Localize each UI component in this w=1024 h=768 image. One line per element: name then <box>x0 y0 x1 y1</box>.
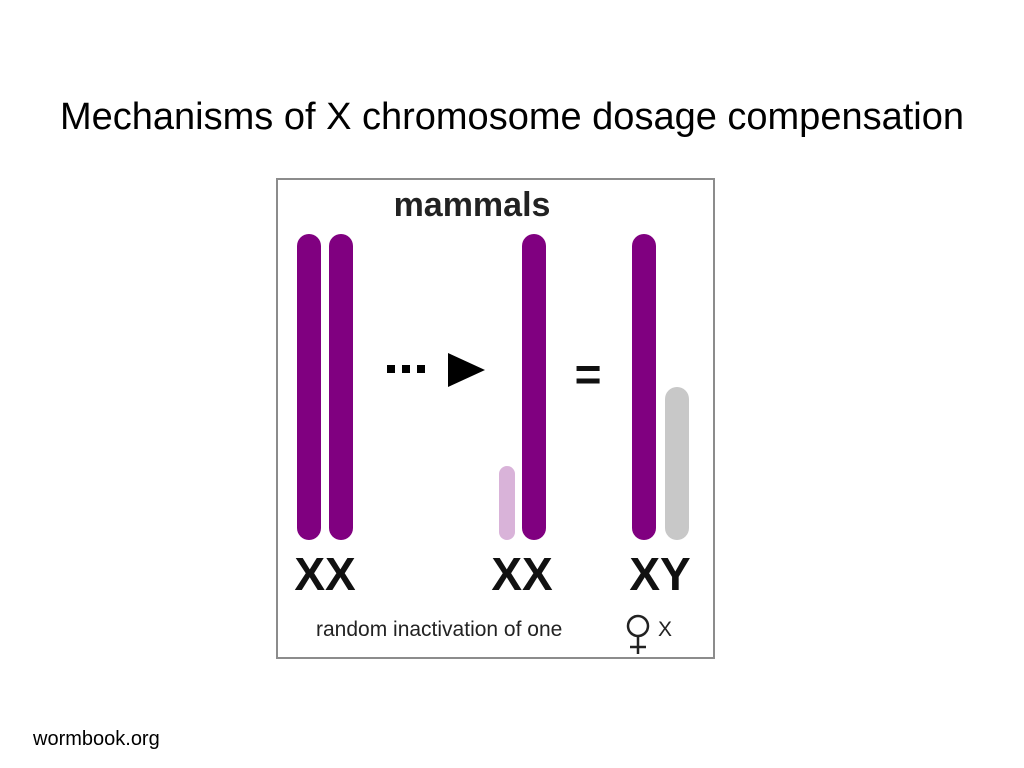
active-x-chromosome <box>329 234 353 540</box>
figure-canvas <box>278 180 713 657</box>
genotype-label: XY <box>629 548 691 600</box>
active-x-chromosome <box>297 234 321 540</box>
equals-sign: = <box>574 348 602 400</box>
source-credit: wormbook.org <box>33 728 160 750</box>
active-x-chromosome <box>632 234 656 540</box>
genotype-label: XX <box>294 548 356 600</box>
active-x-chromosome <box>522 234 546 540</box>
dotted-arrow-icon <box>387 353 485 387</box>
figure-caption-suffix: X <box>658 618 673 641</box>
figure-caption: random inactivation of one <box>316 618 563 641</box>
figure-heading: mammals <box>393 186 551 224</box>
genotype-label: XX <box>491 548 553 600</box>
slide-title: Mechanisms of X chromosome dosage compensation <box>59 96 964 138</box>
female-symbol-icon <box>628 616 648 654</box>
dosage-compensation-figure <box>276 178 715 659</box>
y-chromosome <box>665 387 689 540</box>
inactive-x-chromosome <box>499 466 515 540</box>
